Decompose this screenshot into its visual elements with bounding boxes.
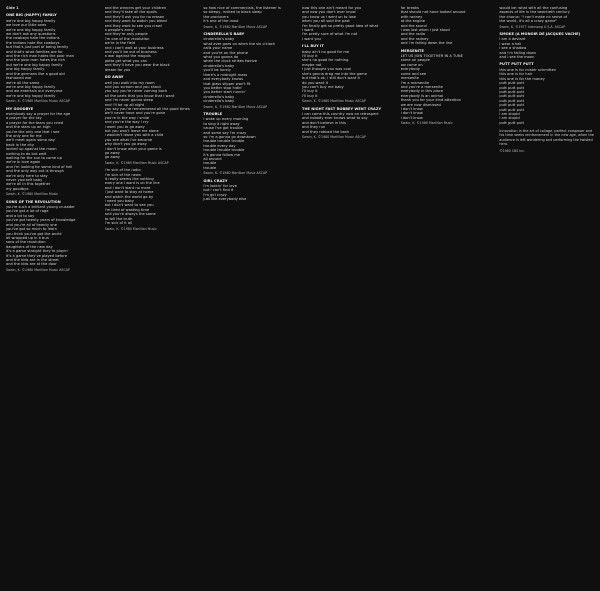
lyric-line: and don't believe in this — [302, 120, 346, 125]
lyric-line: you see what i've become — [104, 137, 153, 142]
song-title: CINDERELLA'S BABY — [203, 32, 245, 37]
lyric-line: go away — [104, 151, 120, 155]
lyric-line: for breaks — [400, 6, 420, 10]
lyric-line: daughters of the new day — [6, 244, 53, 249]
lyric-line: and everybody knows — [203, 77, 244, 82]
lyric-line: cinderella's baby — [203, 37, 235, 42]
lyric-line: i see a shadow — [499, 46, 527, 51]
song-credit: Swain, K. ©1980 Marillion Music — [104, 226, 157, 231]
lyric-line: you've got twenty years of knowledge — [6, 218, 76, 223]
song-title: GO AWAY — [104, 75, 124, 80]
lyric-line: and they'll take all the spoils — [104, 10, 157, 15]
lyric-line: i was lost when i just stood — [400, 28, 450, 33]
lyric-line: putt putt putt — [499, 103, 525, 108]
lyric-line: and you're always the same — [104, 212, 156, 217]
lyric-line: but that's ok, i still don't want it — [302, 76, 360, 81]
lyric-line: that glass slipper won't fit — [203, 81, 251, 86]
lyric-line: come on people — [400, 58, 430, 63]
lyric-line: just like everybody else — [203, 197, 247, 202]
lyric-line: i am stupid — [499, 111, 520, 116]
lyric-line: i don't know — [400, 106, 423, 111]
lyric-line: she's gonna drag me into the game — [302, 71, 367, 76]
lyrics-column-1 — [6, 6, 101, 591]
liner-note: Innovation in the art of collage, perfect composer and his time seeks reinforcement in the new age, when the audience is left wondering and performing the twisted hero. — [499, 129, 594, 146]
lyric-line: putt putt putt — [499, 89, 525, 94]
lyric-line: trouble every day — [203, 143, 236, 148]
lyric-line: would be: what with all the confusing — [499, 6, 568, 10]
lyric-line: back in the city — [6, 142, 34, 147]
lyric-line: i'm sick of the news — [104, 172, 141, 177]
lyric-line: trouble trouble trouble — [203, 148, 245, 153]
lyric-line: and watch the world go by — [104, 194, 154, 199]
lyric-line: this one is for the money — [499, 76, 545, 81]
lyric-line: and they run — [302, 125, 326, 130]
lyric-line: i wear a hat — [499, 41, 521, 46]
lyric-line: when the clock strikes twelve — [203, 59, 258, 64]
lyric-line: you'll be lonely — [203, 68, 231, 73]
lyric-line: fashioned war — [6, 76, 32, 81]
lyrics-column-5 — [401, 6, 496, 591]
lyric-line: we're in love again — [6, 160, 41, 165]
lyric-line: we're all the same — [6, 80, 40, 85]
lyric-line: the only one for me — [6, 133, 42, 138]
lyric-line: trouble — [203, 161, 217, 166]
lyric-line: sons of the revolution — [6, 240, 46, 245]
song-credit: Swain, K. ©1980 Marillion Music — [6, 192, 59, 197]
lyric-line: the world, it's all a crazy game" — [499, 19, 557, 24]
song-title: PUTT PUTT PUTT — [499, 62, 534, 67]
lyric-line: what ever goes on when the six o'clock — [203, 41, 276, 46]
lyric-line: cinderella's baby — [203, 99, 235, 104]
lyric-line: nothing to do but wait — [6, 151, 47, 156]
lyric-line: one big happy family — [6, 67, 45, 72]
lyric-line: cinderella's baby — [203, 63, 235, 68]
lyric-line: mersenite — [400, 76, 420, 81]
lyric-line: we're one big happy family — [6, 18, 56, 23]
lyric-line: and i'm never gonna sleep — [104, 98, 154, 103]
song-title: MY GOODBYE — [6, 106, 34, 111]
lyric-line: go away — [104, 155, 120, 160]
lyric-line: i'm tired of wasting time — [104, 207, 150, 212]
lyric-line: i don't know what your game is — [104, 146, 162, 151]
lyric-line: and now you don't ever know — [302, 10, 356, 15]
song-credit: Swain, K. ©1980 Marillion Music ASCAP — [104, 160, 169, 165]
lyric-line: it's a game straight they're playin' — [6, 249, 69, 254]
lyric-line: we're in the field — [104, 41, 136, 46]
lyric-line: you're the only one that i see — [6, 129, 60, 134]
lyric-line: i am stupid — [499, 116, 520, 121]
lyric-line: and the poor man hates the rich — [6, 58, 65, 63]
lyric-line: and i'm falling down the line — [400, 41, 453, 46]
lyric-line: why don't you go away — [104, 142, 147, 147]
lyric-line: and the rich man hates the poor man — [6, 54, 75, 59]
lyric-line: to tell the truth — [104, 216, 133, 221]
lyric-line: and the radio — [400, 32, 426, 37]
song-credit: Swain, K. ©1980 Marillion Music ASCAP — [6, 267, 70, 272]
lyric-line: we'll meet again some day — [6, 138, 55, 143]
lyric-line: what you gonna do — [203, 55, 239, 60]
lyric-line: there's a midnight mass — [203, 72, 248, 77]
lyric-line: i need you baby — [104, 199, 134, 204]
lyric-line: i am a deviant — [499, 37, 526, 42]
lyric-line: dream for you — [104, 67, 131, 72]
lyric-line: with radney — [400, 14, 423, 19]
lyric-line: i'm one of the revolution — [104, 36, 150, 41]
lyric-line: but we're one big happy family — [6, 62, 63, 67]
lyric-line: come and see — [400, 71, 427, 76]
lyric-line: it's a game they've played before — [6, 253, 68, 258]
song-credit: Swain, K. ©1980 Marillion Music ASCAP — [203, 24, 268, 29]
lyric-line: but i can't find it — [203, 188, 234, 193]
lyric-line: i'm a mersenite — [400, 80, 430, 85]
lyric-line: and a lot to say — [6, 213, 35, 218]
lyric-line: LET US JOIN TOGETHER IN A TUNE — [400, 54, 463, 59]
lyric-line: now this one ain't meant for you — [302, 6, 362, 10]
lyric-line: i'm girl crazy — [203, 192, 227, 197]
lyric-line: you've got so much to learn — [6, 227, 57, 232]
lyric-line: and i see the moon — [499, 55, 535, 60]
lyric-line: cause i've got trouble — [203, 126, 243, 131]
song-title: ONE BIG (HAPPY) FAMILY — [6, 13, 57, 18]
lyric-line: a people's army — [104, 28, 134, 33]
lyric-line: i'll buy it — [302, 93, 318, 98]
lyrics-column-4 — [302, 6, 397, 591]
lyric-line: i'm lookin' for love — [203, 184, 237, 189]
lyric-line: the cowboys hate the indians — [6, 36, 60, 41]
song-credit: Swain, K. ©1980 Marillion Music ASCAP — [302, 134, 366, 139]
lyric-line: you think you've got the world — [6, 231, 62, 236]
lyric-line: so how nice of commercials, the listener is — [203, 6, 281, 10]
lyric-line: and the kids are at the door — [6, 262, 57, 267]
lyric-line: gotta get what you can — [104, 58, 147, 63]
lyric-line: a prayer for the tears you cried — [6, 120, 64, 125]
lyric-line: putt putt putt — [499, 107, 525, 112]
lyric-line: and i can't wait at your business — [104, 45, 164, 50]
lyric-line: we don't ask any questions — [6, 32, 56, 37]
lyric-line: trouble — [203, 165, 217, 170]
lyric-line: putt putt putt — [499, 85, 525, 90]
lyric-line: and the sound — [400, 23, 427, 28]
lyric-line: well you walk into my room — [104, 80, 155, 85]
lyric-line: and that's what families are for — [6, 49, 63, 54]
lyric-line: and they'll have you wear the black — [104, 63, 170, 68]
lyrics-column-2 — [105, 6, 200, 591]
lyric-line: i don't know — [400, 111, 423, 116]
lyric-line: cinderella's baby — [203, 94, 235, 99]
lyric-line: and you'll be out of business — [104, 50, 157, 55]
side-label: Side 1 — [6, 6, 19, 10]
lyric-line: and i'm looking for some kind of hell — [6, 164, 73, 169]
lyric-line: never yourself baby — [6, 178, 43, 183]
lyric-line: everybody in this place — [400, 89, 444, 94]
lyric-line: and the germans like a good old — [6, 71, 65, 76]
song-credit: Swain, K. ©1980 Marillion Music ASCAP — [203, 104, 268, 109]
lyric-line: aspects of life in the twentieth century — [499, 10, 570, 15]
lyric-line: i'm sick of the radio — [104, 168, 141, 173]
lyric-line: putt putt putt — [499, 120, 525, 125]
lyric-line: that should not have looked around — [400, 10, 466, 15]
lyric-line: and some say i'm crazy — [203, 130, 247, 135]
lyric-line: trouble trouble trouble — [203, 139, 245, 144]
lyric-line: we're only here to stay — [6, 173, 48, 178]
lyric-line: you're in the way i smile — [104, 115, 150, 120]
lyric-line: and i'm falling down — [499, 50, 537, 55]
lyric-line: we're one big happy family — [6, 84, 56, 89]
lyric-line: and i don't want no more — [104, 185, 151, 190]
lyric-line: you're such a brilliant young crusader — [6, 205, 75, 210]
song-title: SMOKE (A MONOIR DE JACQUES VACHE) — [499, 32, 581, 37]
lyric-line: the indians hate the cowboys — [6, 40, 60, 45]
lyric-line: at the engine — [400, 19, 425, 24]
song-credit: Swain, K. ©1977 Intersong U.S.A. ASCAP — [499, 24, 566, 29]
copyright-footer: ©1980 CBS Inc. — [499, 148, 526, 153]
lyric-line: i just thought you was cool — [302, 67, 351, 72]
lyric-line: we're one big happy family — [6, 93, 56, 98]
lyric-line: so i'm a-gonna go downtown — [203, 134, 256, 139]
lyric-line: and the stars up on high — [6, 125, 51, 130]
lyric-line: this one is for mister schmitten — [499, 67, 557, 72]
lyric-line: all wrapped up in a bun — [6, 235, 49, 240]
lyric-line: you know us i went on to lose — [302, 14, 357, 19]
lyric-line: this one is for hair — [499, 72, 533, 77]
lyric-line: i can come this country now on retrospect — [302, 111, 379, 116]
song-title: GIRL CRAZY — [203, 178, 228, 183]
lyric-line: i want you — [302, 36, 321, 41]
lyric-line: and nobody ever knows what to say — [302, 116, 368, 121]
lyric-line: we are now dismissed — [400, 102, 441, 107]
lyric-line: and you scream and you shout — [104, 84, 161, 89]
lyric-line: it's gonna follow me — [203, 152, 240, 157]
lyric-line: we'll never have and you're gone — [104, 111, 166, 116]
lyric-line: so sleepy, invited to black sleep — [203, 10, 262, 15]
lyric-line: i don't know — [400, 115, 423, 120]
lyric-line: i wouldn't leave you with a child — [104, 133, 164, 138]
lyric-line: and the only way out is through — [6, 169, 64, 174]
lyric-line: and the radney — [400, 36, 429, 41]
lyric-line: and you're the way i cry — [104, 120, 149, 125]
lyrics-column-6 — [499, 6, 594, 591]
lyric-line: i'll buy it — [302, 89, 318, 94]
lyric-line: and you're on the phone — [203, 50, 248, 55]
song-title: I'LL BUY IT — [302, 44, 324, 49]
lyric-line: maybe not — [302, 62, 322, 67]
lyric-line: i just want to stay at home — [104, 190, 154, 195]
lyric-line: you say you're remembered all the good times — [104, 106, 190, 111]
lyric-line: the chorus: "i can't make no sense of — [499, 14, 568, 19]
lyric-line: i'll buy it — [302, 54, 318, 59]
lyrics-column-3 — [203, 6, 298, 591]
lyric-line: when you all sold the past — [302, 19, 350, 24]
lyric-line: putt putt putt — [499, 98, 525, 103]
lyric-line: it's one of the most — [203, 19, 239, 24]
song-title: THE NIGHT FAST ROBBEY WENT CRAZY — [302, 106, 382, 111]
song-title: MERSENITE — [400, 48, 424, 53]
lyric-line: and they want to see you crawl — [104, 23, 162, 28]
lyric-line: and the kids are in the street — [6, 257, 59, 262]
lyric-line: i'm finally get so pretty good idea of what — [302, 23, 379, 28]
lyric-line: everybody — [400, 67, 420, 72]
lyric-line: i want you to go away — [104, 124, 145, 129]
lyric-line: and you're all of twenty one — [6, 222, 57, 227]
lyric-line: my goodbye — [6, 186, 29, 191]
lyric-line: putt putt putt — [499, 94, 525, 99]
lyric-line: all the parts that you know that i want — [104, 93, 175, 98]
lyric-line: you say you're never coming back — [104, 89, 168, 94]
song-credit: Swain, K. ©1980 Marillion Music ASCAP — [6, 99, 70, 104]
lyric-line: putt putt putt — [499, 81, 525, 86]
song-credit: Swain, K. ©1980 Marillion Music ASCAP — [302, 99, 366, 104]
lyric-line: she's no good for nothing — [302, 58, 349, 63]
lyric-line: calls your name — [203, 46, 233, 51]
lyric-line: it really seems like nothing — [104, 177, 154, 182]
lyric-line: waiting for the sun to come up — [6, 156, 62, 160]
song-credit: Swain, K. ©1980 Marillion Music ASCAP — [203, 171, 268, 176]
lyric-line: and they're only people — [104, 32, 148, 37]
lyric-line: you better stop hidin' — [203, 85, 243, 90]
lyric-line: i'm pretty sure of what i'm not — [302, 32, 358, 37]
lyric-line: and i'll be up all night — [104, 102, 145, 107]
lyric-line: all around — [203, 157, 222, 161]
lyric-line: you can't buy me baby — [302, 84, 344, 89]
lyric-line: we're all in this together — [6, 182, 51, 187]
lyric-line: everybody say a prayer for the age — [6, 111, 71, 116]
lyric-line: to sing it right away — [203, 121, 240, 126]
lyric-line: but that's just part of being family — [6, 45, 69, 50]
lyric-line: the producers — [203, 14, 229, 19]
lyric-line: and they'll ask you for no reason — [104, 14, 165, 19]
lyric-line: baby ain't no good for me — [302, 49, 350, 54]
lyric-line: locked up against the moon — [6, 147, 57, 152]
lyric-line: every one i want is on the line — [104, 181, 160, 186]
lyric-line: aw come on — [400, 62, 423, 67]
lyric-line: we're one big happy family — [6, 27, 56, 32]
song-title: TROUBLE — [203, 111, 223, 116]
lyric-line: do you want it — [302, 80, 329, 85]
lyric-line: but i don't want to see you — [104, 203, 154, 208]
lyric-line: a war against the moguls — [104, 54, 151, 59]
lyric-line: we love our little ones — [6, 23, 47, 28]
lyric-line: and they robbed the bank — [302, 129, 350, 134]
lyric-line: and we entertain our everyone — [6, 89, 63, 94]
lyric-line: and the winners get your children — [104, 6, 167, 10]
lyric-line: i want — [302, 28, 314, 33]
lyric-line: but you won't leave me alone — [104, 128, 159, 133]
lyric-line: and you're a mersenite — [400, 84, 443, 89]
song-title: SONS OF THE REVOLUTION — [6, 199, 61, 204]
lyric-line: thank you for your kind attention — [400, 98, 461, 103]
lyric-line: and they want to watch you bleed — [104, 19, 167, 24]
lyric-line: everybody is an animal — [400, 93, 444, 98]
lyric-line: i'm sick of it all — [104, 221, 133, 226]
song-credit: Swain, K. ©1980 Marillion Music — [400, 121, 453, 126]
lyric-line: you've got a lot of rage — [6, 209, 49, 214]
lyric-line: you better start runnin' — [203, 90, 246, 95]
lyric-line: a prayer for the sky — [6, 116, 42, 121]
lyric-line: i woke up every morning — [203, 117, 249, 122]
